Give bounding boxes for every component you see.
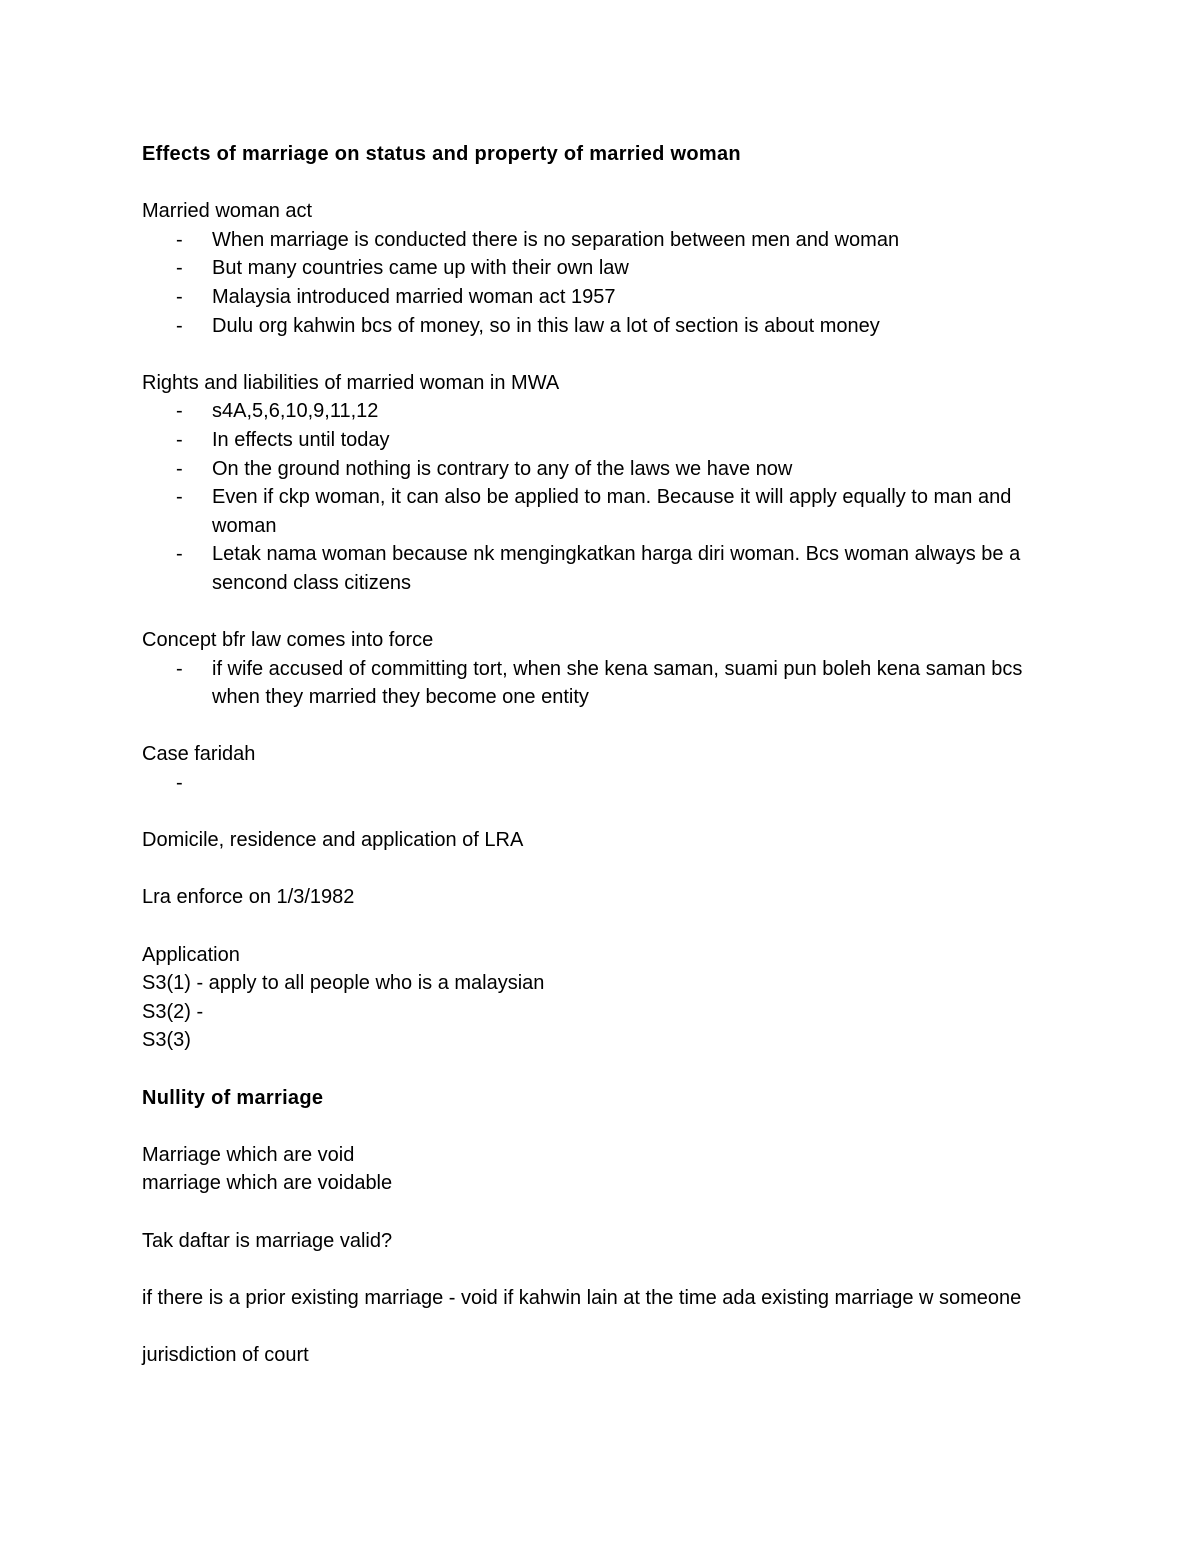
spacer <box>142 598 1062 627</box>
list-item: - Letak nama woman because nk mengingkatkan harga diri woman. Bcs woman always be a sencond class citizens <box>212 540 1062 597</box>
text-line-s3-3: S3(3) <box>142 1029 191 1052</box>
list-item: - s4A,5,6,10,9,11,12 <box>212 397 1062 426</box>
text-line-application: Application <box>142 943 240 966</box>
section-title-domicile: Domicile, residence and application of LRA <box>142 829 524 852</box>
section-title-rights-and-liabilities: Rights and liabilities of married woman in MWA <box>142 371 560 394</box>
list-item: - Malaysia introduced married woman act 1957 <box>212 283 1062 312</box>
text-line-s3-1: S3(1) - apply to all people who is a malaysian <box>142 972 545 995</box>
list-item: - Even if ckp woman, it can also be applied to man. Because it will apply equally to man and woman <box>212 483 1062 540</box>
spacer <box>142 798 1062 827</box>
section-title-concept-bfr-law: Concept bfr law comes into force <box>142 629 434 652</box>
text-line-void: Marriage which are void <box>142 1143 355 1166</box>
bullet-list-rights-and-liabilities <box>142 397 1062 597</box>
list-item: - In effects until today <box>212 426 1062 455</box>
spacer <box>142 855 1062 884</box>
bullet-list-case-faridah <box>142 769 1062 798</box>
list-item: - if wife accused of committing tort, when she kena saman, suami pun boleh kena saman bcs when they married they become one entity <box>212 655 1062 712</box>
text-line-s3-2: S3(2) - <box>142 1000 204 1023</box>
section-heading-effects-of-marriage: Effects of marriage on status and property of married woman <box>142 143 741 165</box>
section-title-lra-enforce: Lra enforce on 1/3/1982 <box>142 886 355 909</box>
document-page <box>142 140 1062 1370</box>
section-title-married-woman-act: Married woman act <box>142 200 313 223</box>
list-item: - When marriage is conducted there is no separation between men and woman <box>212 226 1062 255</box>
spacer <box>142 169 1062 198</box>
spacer <box>142 712 1062 741</box>
text-line-tak-daftar: Tak daftar is marriage valid? <box>142 1229 393 1252</box>
spacer <box>142 340 1062 369</box>
spacer <box>142 1055 1062 1084</box>
list-item: - On the ground nothing is contrary to any of the laws we have now <box>212 455 1062 484</box>
spacer <box>142 1255 1062 1284</box>
spacer <box>142 1312 1062 1341</box>
list-item-empty <box>212 769 1062 798</box>
text-line-jurisdiction-of-court: jurisdiction of court <box>142 1343 309 1366</box>
spacer <box>142 1112 1062 1141</box>
spacer <box>142 1198 1062 1227</box>
section-heading-nullity-of-marriage: Nullity of marriage <box>142 1086 324 1109</box>
spacer <box>142 912 1062 941</box>
list-item: - But many countries came up with their own law <box>212 254 1062 283</box>
section-title-case-faridah: Case faridah <box>142 743 256 766</box>
text-line-voidable: marriage which are voidable <box>142 1172 393 1195</box>
bullet-list-concept-bfr-law <box>142 655 1062 712</box>
text-line-prior-existing-marriage: if there is a prior existing marriage - void if kahwin lain at the time ada existing marriage w someone <box>142 1286 1022 1309</box>
bullet-list-married-woman-act <box>142 226 1062 340</box>
list-item: - Dulu org kahwin bcs of money, so in this law a lot of section is about money <box>212 312 1062 341</box>
